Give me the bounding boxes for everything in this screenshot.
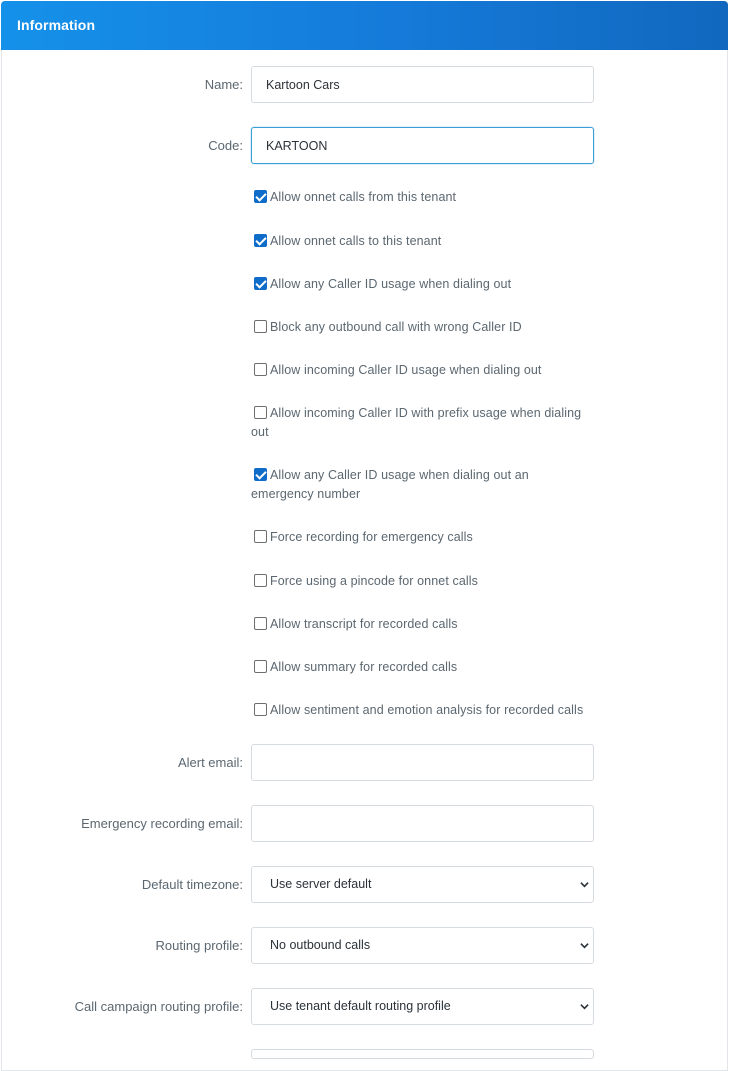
default-timezone-value: Use server default [270,877,372,891]
checkbox-row-force-recording[interactable] [251,528,601,547]
checkbox-force-recording[interactable] [254,530,267,543]
checkbox-label: Force using a pincode for onnet calls [270,574,478,588]
checkbox-row-incoming-callerid[interactable] [251,361,601,380]
name-label: Name: [204,77,243,92]
checkbox-block-wrong-callerid[interactable] [254,320,267,333]
name-input[interactable] [251,66,594,103]
panel-title: Information [17,17,96,33]
checkbox-label: Allow onnet calls to this tenant [270,234,442,248]
checkbox-label: Allow incoming Caller ID usage when dialing out [270,363,542,377]
checkbox-incoming-callerid[interactable] [254,363,267,376]
next-field-partial[interactable] [251,1049,594,1059]
emergency-recording-email-input[interactable] [251,805,594,842]
checkbox-label: Force recording for emergency calls [270,530,473,544]
checkbox-row-force-pincode[interactable] [251,572,601,591]
checkbox-row-transcript[interactable] [251,615,601,634]
checkbox-row-block-wrong-callerid[interactable] [251,318,601,337]
code-label: Code: [208,138,243,153]
checkbox-summary[interactable] [254,660,267,673]
code-input[interactable] [251,127,594,164]
checkbox-label: Allow transcript for recorded calls [270,617,458,631]
panel-header [1,1,728,50]
chevron-down-icon [580,941,589,950]
checkbox-label: Allow sentiment and emotion analysis for recorded calls [270,703,584,717]
checkbox-sentiment[interactable] [254,703,267,716]
checkbox-row-summary[interactable] [251,658,601,677]
checkbox-row-sentiment[interactable] [251,701,611,720]
default-timezone-label: Default timezone: [141,877,243,892]
chevron-down-icon [580,880,589,889]
checkbox-transcript[interactable] [254,617,267,630]
checkbox-emergency-callerid[interactable] [254,468,267,481]
checkbox-label: Allow onnet calls from this tenant [270,190,457,204]
call-campaign-routing-profile-value: Use tenant default routing profile [270,999,451,1013]
routing-profile-label: Routing profile: [155,938,243,953]
checkbox-any-callerid[interactable] [254,277,267,290]
emergency-recording-email-label: Emergency recording email: [81,816,243,831]
checkbox-label: Allow incoming Caller ID with prefix usage when dialing out [251,406,582,439]
routing-profile-select[interactable] [251,927,594,964]
checkbox-label: Allow summary for recorded calls [270,660,458,674]
checkbox-onnet-from[interactable] [254,190,267,203]
routing-profile-value: No outbound calls [270,938,371,952]
call-campaign-routing-profile-select[interactable] [251,988,594,1025]
default-timezone-select[interactable] [251,866,594,903]
alert-email-label: Alert email: [177,755,243,770]
checkbox-row-onnet-to[interactable] [251,232,601,251]
call-campaign-routing-profile-label: Call campaign routing profile: [74,999,243,1014]
alert-email-input[interactable] [251,744,594,781]
checkbox-label: Allow any Caller ID usage when dialing out an emergency number [251,468,529,501]
checkbox-row-emergency-callerid[interactable] [251,466,551,504]
checkbox-force-pincode[interactable] [254,574,267,587]
chevron-down-icon [580,1002,589,1011]
checkbox-label: Block any outbound call with wrong Caller ID [270,320,522,334]
checkbox-onnet-to[interactable] [254,234,267,247]
checkbox-row-incoming-callerid-prefix[interactable] [251,404,596,442]
checkbox-label: Allow any Caller ID usage when dialing out [270,277,512,291]
checkbox-row-any-callerid[interactable] [251,275,601,294]
checkbox-incoming-callerid-prefix[interactable] [254,406,267,419]
checkbox-row-onnet-from[interactable] [251,188,601,207]
